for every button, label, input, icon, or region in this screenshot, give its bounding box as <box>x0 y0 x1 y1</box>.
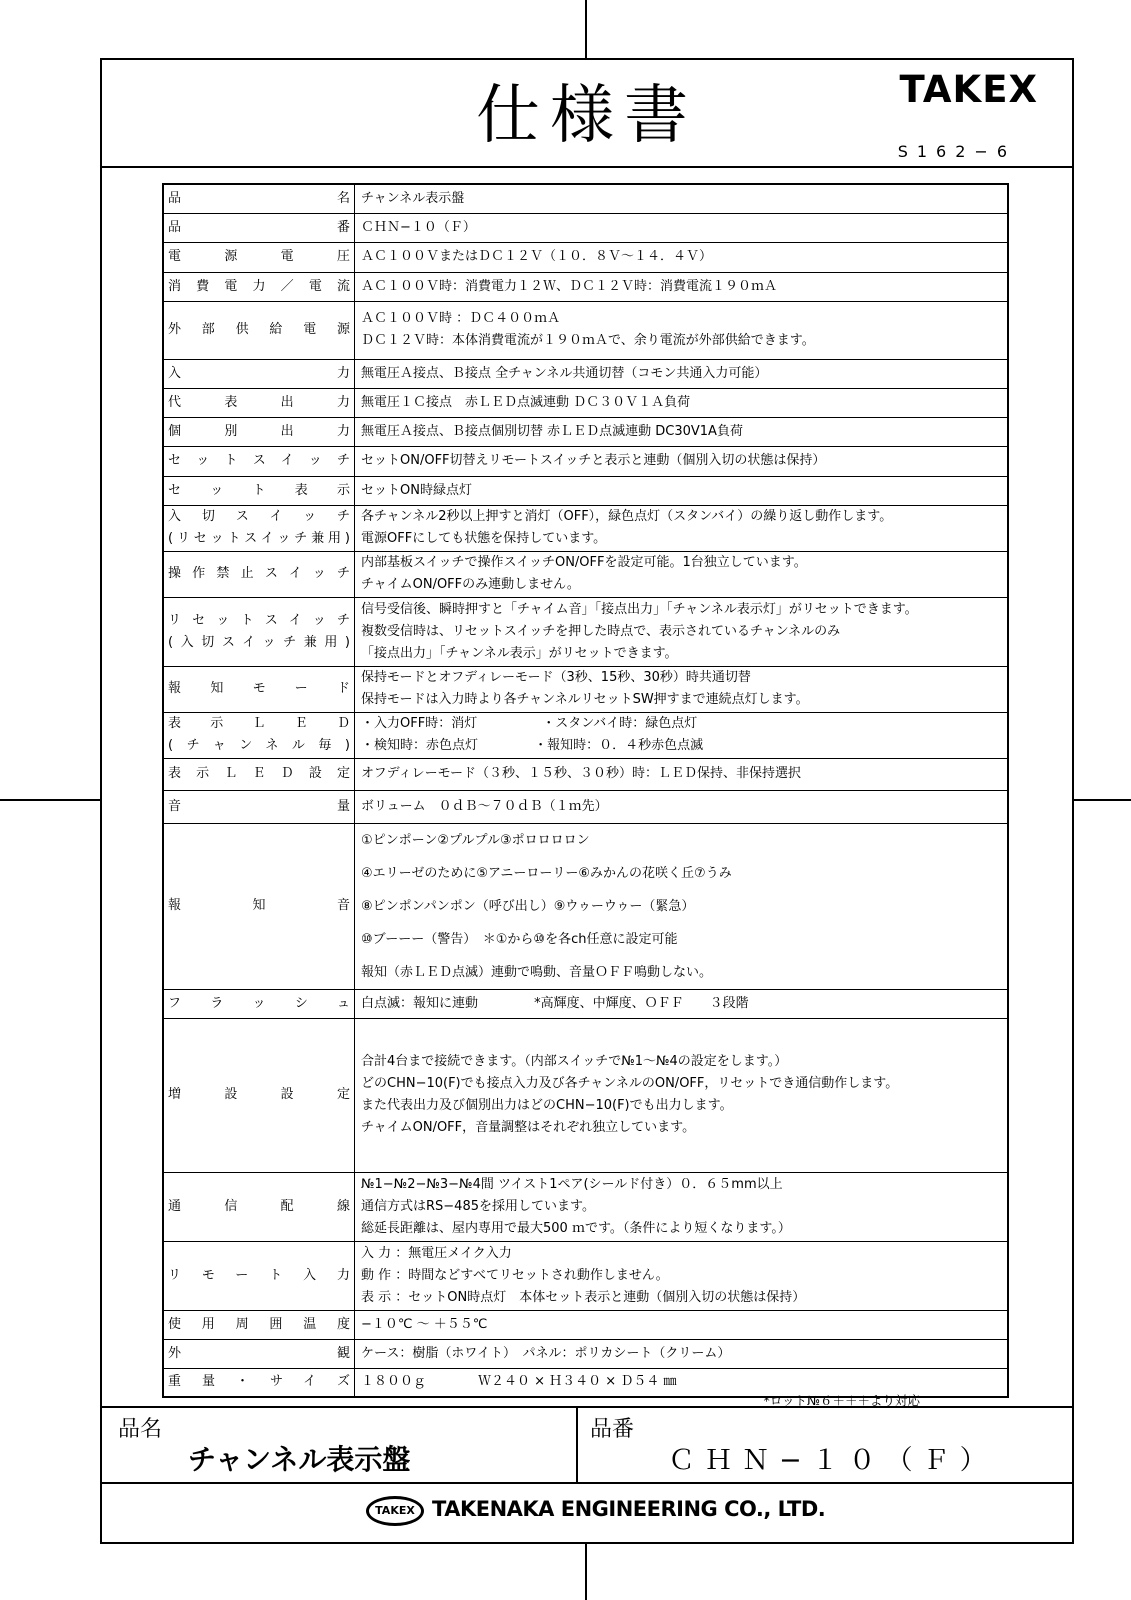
spec-label <box>163 551 355 597</box>
spec-value-text: どのCHN−10(F)でも接点入力及び各チャンネルのON/OFF，リセットでき通信動作します。 <box>361 1076 899 1091</box>
spec-value <box>355 213 1009 242</box>
spec-value <box>355 823 1009 989</box>
spec-value-text: ⑧ピンポンパンポン（呼び出し）⑨ウゥーウゥー（緊急） <box>361 898 695 914</box>
document-number: S162−6 <box>897 142 1016 161</box>
spec-value-text: ・入力OFF時：消灯 ・スタンバイ時：緑色点灯 <box>361 716 698 731</box>
spec-label <box>163 505 355 551</box>
product-info-section <box>102 1406 1072 1484</box>
spec-label <box>163 989 355 1018</box>
spec-value <box>355 301 1009 359</box>
spec-row <box>163 551 1008 597</box>
spec-value <box>355 551 1009 597</box>
spec-label <box>163 712 355 758</box>
spec-value <box>355 272 1009 301</box>
spec-value <box>355 989 1009 1018</box>
spec-value-text: 「接点出力」「チャンネル表示」がリセットできます。 <box>361 645 678 661</box>
spec-value <box>355 388 1009 417</box>
spec-row <box>163 1018 1008 1172</box>
spec-row <box>163 758 1008 790</box>
spec-row <box>163 359 1008 388</box>
spec-row <box>163 1241 1008 1310</box>
spec-value <box>355 1310 1009 1339</box>
spec-label <box>163 359 355 388</box>
spec-row <box>163 476 1008 505</box>
spec-value-text: セットON時緑点灯 <box>361 482 472 498</box>
spec-value-text: チャイムON/OFFのみ連動しません。 <box>361 577 580 592</box>
spec-label-text: 品 番 <box>168 219 350 235</box>
spec-row <box>163 184 1008 213</box>
product-number-label: 品番 <box>590 1417 635 1442</box>
spec-row <box>163 597 1008 666</box>
spec-value-text: 電源OFFにしても状態を保持しています。 <box>361 531 607 546</box>
spec-label-text: 代表出力 <box>168 394 350 410</box>
crop-mark-bottom <box>585 1544 587 1600</box>
spec-row <box>163 823 1008 989</box>
company-logo: TAKEX <box>366 1496 424 1526</box>
spec-value-text: 総延長距離は、屋内専用で最大500 ｍです。（条件により短くなります。） <box>361 1220 791 1236</box>
spec-label-text: 表示ＬＥＤ設定 <box>168 766 350 781</box>
spec-label <box>163 666 355 712</box>
spec-value <box>355 1018 1009 1172</box>
spec-value <box>355 790 1009 823</box>
spec-value-text: ・検知時：赤色点灯 ・報知時：０．４秒赤色点滅 <box>361 738 704 753</box>
spec-value-text: また代表出力及び個別出力はどのCHN−10(F)でも出力します。 <box>361 1098 733 1113</box>
spec-value-text: 無電圧Ａ接点、Ｂ接点個別切替 赤ＬＥＤ点滅連動 DC30V1A負荷 <box>361 423 743 439</box>
spec-label-text: 入 力 <box>168 365 350 381</box>
spec-value-text: 信号受信後、瞬時押すと「チャイム音」「接点出力」「チャンネル表示灯」がリセットできます。 <box>361 601 918 617</box>
spec-row <box>163 989 1008 1018</box>
spec-value-text: ケース：樹脂（ホワイト） パネル：ポリカシート（クリーム） <box>361 1345 731 1361</box>
company-footer <box>102 1485 1072 1541</box>
spec-value-text: １８００ｇ Ｗ２４０ × Ｈ３４０ × Ｄ５４ ㎜ <box>361 1374 677 1390</box>
spec-value-text: 保持モードとオフディレーモード（3秒、15秒、30秒）時共通切替 <box>361 670 751 685</box>
spec-row <box>163 213 1008 242</box>
spec-value-text: 入 力 ：無電圧メイク入力 <box>361 1245 512 1261</box>
spec-label <box>163 758 355 790</box>
spec-label-text: セットスイッチ <box>168 453 350 468</box>
spec-value <box>355 359 1009 388</box>
spec-row <box>163 301 1008 359</box>
spec-label-text: 報知モード <box>168 681 350 696</box>
spec-label <box>163 790 355 823</box>
spec-label-text: 報知音 <box>168 898 350 913</box>
spec-label-text: 個別出力 <box>168 423 350 439</box>
spec-value <box>355 476 1009 505</box>
spec-label <box>163 388 355 417</box>
company-name: TAKENAKA ENGINEERING CO., LTD. <box>432 1497 826 1521</box>
spec-value-text: ＣＨＮ−１０（Ｆ） <box>361 219 476 235</box>
spec-row <box>163 1172 1008 1241</box>
spec-label <box>163 446 355 476</box>
spec-value-text: ＤＣ１２Ｖ時：本体消費電流が１９０ｍＡで、余り電流が外部供給できます。 <box>361 333 815 348</box>
spec-value-text: チャンネル表示盤 <box>361 190 465 206</box>
spec-label-text: リモート入力 <box>168 1267 350 1283</box>
spec-value-text: 通信方式はRS−485を採用しています。 <box>361 1198 595 1214</box>
spec-value-text: 報知（赤ＬＥＤ点滅）連動で鳴動、音量ＯＦＦ鳴動しない。 <box>361 964 713 980</box>
spec-label <box>163 597 355 666</box>
spec-value-text: セットON/OFF切替えリモートスイッチと表示と連動（個別入切の状態は保持） <box>361 453 826 468</box>
spec-label-text: 通信配線 <box>168 1198 350 1214</box>
product-name-value: チャンネル表示盤 <box>188 1443 411 1476</box>
spec-value <box>355 1339 1009 1368</box>
spec-value <box>355 597 1009 666</box>
spec-label-text: フラッシュ <box>168 995 350 1011</box>
spec-label <box>163 417 355 446</box>
spec-row <box>163 712 1008 758</box>
spec-label-text: (入切スイッチ兼用) <box>168 634 350 650</box>
spec-value <box>355 666 1009 712</box>
spec-value-text: ＡＣ１００ＶまたはＤＣ１２Ｖ（１０．８Ｖ〜１４．４Ｖ） <box>361 249 713 264</box>
spec-value <box>355 505 1009 551</box>
spec-label-text: セット表示 <box>168 482 350 498</box>
spec-label-text: 表示ＬＥＤ <box>168 716 350 731</box>
spec-label-text: 消費電力／電流 <box>168 278 350 294</box>
spec-label-text: (チャンネル毎) <box>168 738 350 753</box>
spec-label-text: 重量・サイズ <box>168 1374 350 1390</box>
spec-label <box>163 1368 355 1397</box>
spec-row <box>163 505 1008 551</box>
spec-label-text: 音 量 <box>168 798 350 814</box>
document-frame <box>100 58 1074 1544</box>
brand-logo: TAKEX <box>899 68 1038 111</box>
spec-value-text: 保持モードは入力時より各チャンネルリセットSW押すまで連続点灯します。 <box>361 692 809 707</box>
spec-label-text: 操作禁止スイッチ <box>168 566 350 581</box>
spec-value-text: ＡＣ１００Ｖ時：消費電力１２Ｗ、ＤＣ１２Ｖ時：消費電流１９０ｍＡ <box>361 278 778 294</box>
spec-label-text: 入切スイッチ <box>168 509 350 524</box>
document-title: 仕様書 <box>476 79 698 153</box>
spec-row <box>163 666 1008 712</box>
spec-label <box>163 184 355 213</box>
crop-mark-top <box>585 0 587 58</box>
footnote: *ロット№６＋＋＋より対応 <box>763 1393 920 1408</box>
spec-value <box>355 446 1009 476</box>
spec-row <box>163 417 1008 446</box>
spec-label-text: 増設設定 <box>168 1087 350 1102</box>
spec-value-text: 内部基板スイッチで操作スイッチON/OFFを設定可能。1台独立しています。 <box>361 555 807 570</box>
spec-value-text: オフディレーモード（３秒、１５秒、３０秒）時：ＬＥＤ保持、非保持選択 <box>361 766 802 781</box>
crop-mark-right <box>1074 799 1131 801</box>
spec-label <box>163 1339 355 1368</box>
spec-row <box>163 1310 1008 1339</box>
spec-label-text: (リセットスイッチ兼用) <box>168 531 350 546</box>
spec-label-text: 使用周囲温度 <box>168 1316 350 1332</box>
spec-label-text: リセットスイッチ <box>168 612 350 628</box>
spec-value <box>355 184 1009 213</box>
spec-value-text: 無電圧Ａ接点、Ｂ接点 全チャンネル共通切替（コモン共通入力可能） <box>361 365 768 381</box>
spec-value-text: ＡＣ１００Ｖ時 ：ＤＣ４００ｍＡ <box>361 311 561 326</box>
spec-label <box>163 1310 355 1339</box>
spec-row <box>163 272 1008 301</box>
crop-mark-left <box>0 799 100 801</box>
spec-row <box>163 242 1008 272</box>
spec-label-text: 電源電圧 <box>168 249 350 264</box>
spec-label <box>163 242 355 272</box>
spec-value-text: 無電圧１Ｃ接点 赤ＬＥＤ点滅連動 ＤＣ３０Ｖ１Ａ負荷 <box>361 394 691 410</box>
spec-value-text: 表 示 ：セットON時点灯 本体セット表示と連動（個別入切の状態は保持） <box>361 1289 806 1305</box>
spec-value <box>355 1241 1009 1310</box>
spec-label <box>163 1241 355 1310</box>
spec-value-text: №1−№2−№3−№4間 ツイスト1ペア(シールド付き）０．６５mm以上 <box>361 1176 783 1192</box>
spec-label <box>163 213 355 242</box>
spec-label-text: 外 観 <box>168 1345 350 1361</box>
product-name-label: 品名 <box>118 1417 163 1442</box>
spec-value-text: 複数受信時は、リセットスイッチを押した時点で、表示されているチャンネルのみ <box>361 623 841 639</box>
spec-label <box>163 1018 355 1172</box>
spec-value <box>355 758 1009 790</box>
spec-row <box>163 446 1008 476</box>
spec-value-text: ④エリーゼのために⑤アニーローリー⑥みかんの花咲く丘⑦うみ <box>361 865 732 881</box>
spec-value-text: チャイムON/OFF，音量調整はそれぞれ独立しています。 <box>361 1120 696 1135</box>
spec-table <box>162 183 1009 1398</box>
spec-label-text: 外部供給電源 <box>168 322 350 337</box>
spec-value-text: ボリューム ０ｄＢ〜７０ｄＢ（１ｍ先） <box>361 798 608 814</box>
spec-row <box>163 388 1008 417</box>
product-number-value: ＣＨＮ−１０（Ｆ） <box>668 1445 997 1476</box>
spec-value-text: ①ピンポーン②プルプル③ポロロロロン <box>361 832 590 848</box>
header-divider <box>102 166 1072 168</box>
spec-value-text: −１０℃ 〜 ＋５５℃ <box>361 1316 488 1332</box>
spec-label <box>163 476 355 505</box>
spec-value-text: 動 作 ：時間などすべてリセットされ動作しません。 <box>361 1267 669 1283</box>
spec-value <box>355 417 1009 446</box>
spec-row <box>163 790 1008 823</box>
product-info-divider <box>576 1408 578 1482</box>
spec-label <box>163 1172 355 1241</box>
spec-value-text: ⑩ブーーー（警告） ＊①から⑩を各ch任意に設定可能 <box>361 931 678 947</box>
spec-value-text: 白点滅：報知に連動 *高輝度、中輝度、ＯＦＦ ３段階 <box>361 995 749 1011</box>
spec-value <box>355 242 1009 272</box>
spec-value <box>355 712 1009 758</box>
spec-row <box>163 1339 1008 1368</box>
spec-label-text: 品 名 <box>168 190 350 206</box>
spec-label <box>163 823 355 989</box>
spec-label <box>163 301 355 359</box>
spec-value-text: 合計4台まで接続できます。（内部スイッチで№1〜№4の設定をします。） <box>361 1054 788 1069</box>
spec-value-text: 各チャンネル2秒以上押すと消灯（OFF），緑色点灯（スタンバイ）の繰り返し動作します。 <box>361 509 893 524</box>
spec-label <box>163 272 355 301</box>
spec-value <box>355 1172 1009 1241</box>
